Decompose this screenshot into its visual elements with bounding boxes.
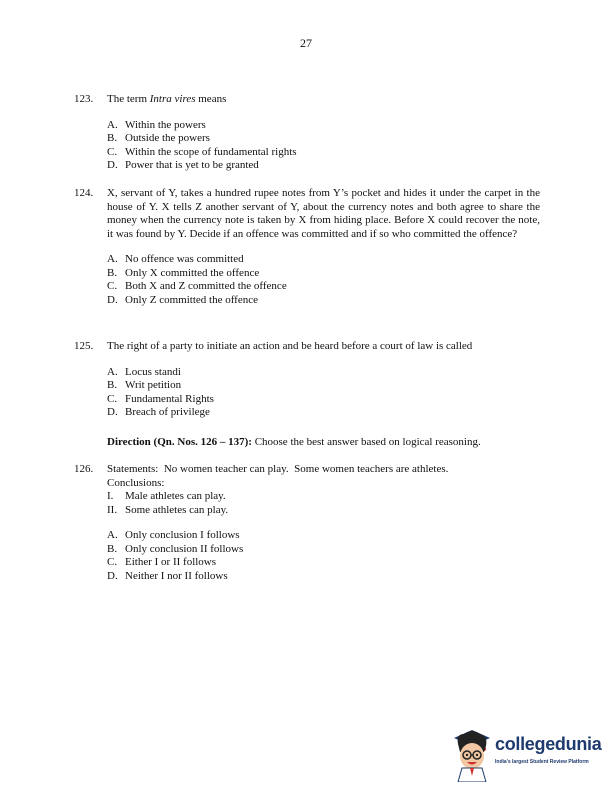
question-124 [74,187,540,307]
option-c: C. Both X and Z committed the offence [107,280,287,292]
statements: Statements: No women teacher can play. Some women teachers are athletes. [107,463,449,475]
direction-label: Direction (Qn. Nos. 126 – 137): [107,436,252,448]
option-c: C. Within the scope of fundamental rights [107,145,297,158]
options-list [107,119,540,173]
options-list [107,529,540,583]
option-b: B. Only X committed the offence [107,266,260,279]
conclusion-1: I. Male athletes can play. [107,490,226,502]
option-d: D. Neither I nor II follows [107,569,228,582]
option-d: D. Breach of privilege [107,406,210,418]
question-number: 124. [74,187,94,199]
option-d: D. Power that is yet to be granted [107,159,259,171]
question-stem: The right of a party to initiate an action and be heard before a court of law is called [107,340,473,352]
question-stem: X, servant of Y, takes a hundred rupee notes from Y’s pocket and hides it under the carpet in the house of Y. X tells Z another servant of Y, about the currency notes and both agree to share the money when the currency note is taken by X from hiding place. Before X could recover the note, it was found by Y. Decide if an offence was committed and if so who committed the offence? [107,187,540,240]
question-125 [74,340,540,420]
option-c: C. Fundamental Rights [107,392,214,405]
option-b: B. Only conclusion II follows [107,542,244,555]
option-a: A. Only conclusion I follows [107,529,240,541]
conclusion-2: II. Some athletes can play. [107,503,229,516]
collegedunia-logo [450,724,610,784]
question-126 [74,463,540,583]
option-a: A. No offence was committed [107,253,244,265]
mascot-icon [450,724,494,782]
brand-tagline: India's largest Student Review Platform [495,759,589,765]
option-a: A. Locus standi [107,365,181,378]
option-b: B. Outside the powers [107,132,210,144]
option-d: D. Only Z committed the offence [107,293,258,306]
option-c: C. Either I or II follows [107,556,217,568]
question-number: 123. [74,93,94,105]
conclusions-label: Conclusions: [107,476,165,489]
question-stem: The term Intra vires means [107,93,227,105]
question-number: 126. [74,463,94,475]
brand-name: collegedunia [495,734,602,754]
question-number: 125. [74,340,94,352]
options-list [107,366,540,420]
option-b: B. Writ petition [107,379,182,391]
page-number: 27 [300,36,312,50]
direction-note [107,436,481,450]
option-a: A. Within the powers [107,118,206,131]
question-123 [74,93,540,173]
options-list [107,253,540,307]
italic-term: Intra vires [149,93,196,105]
direction-text: Choose the best answer based on logical reasoning. [251,436,481,448]
